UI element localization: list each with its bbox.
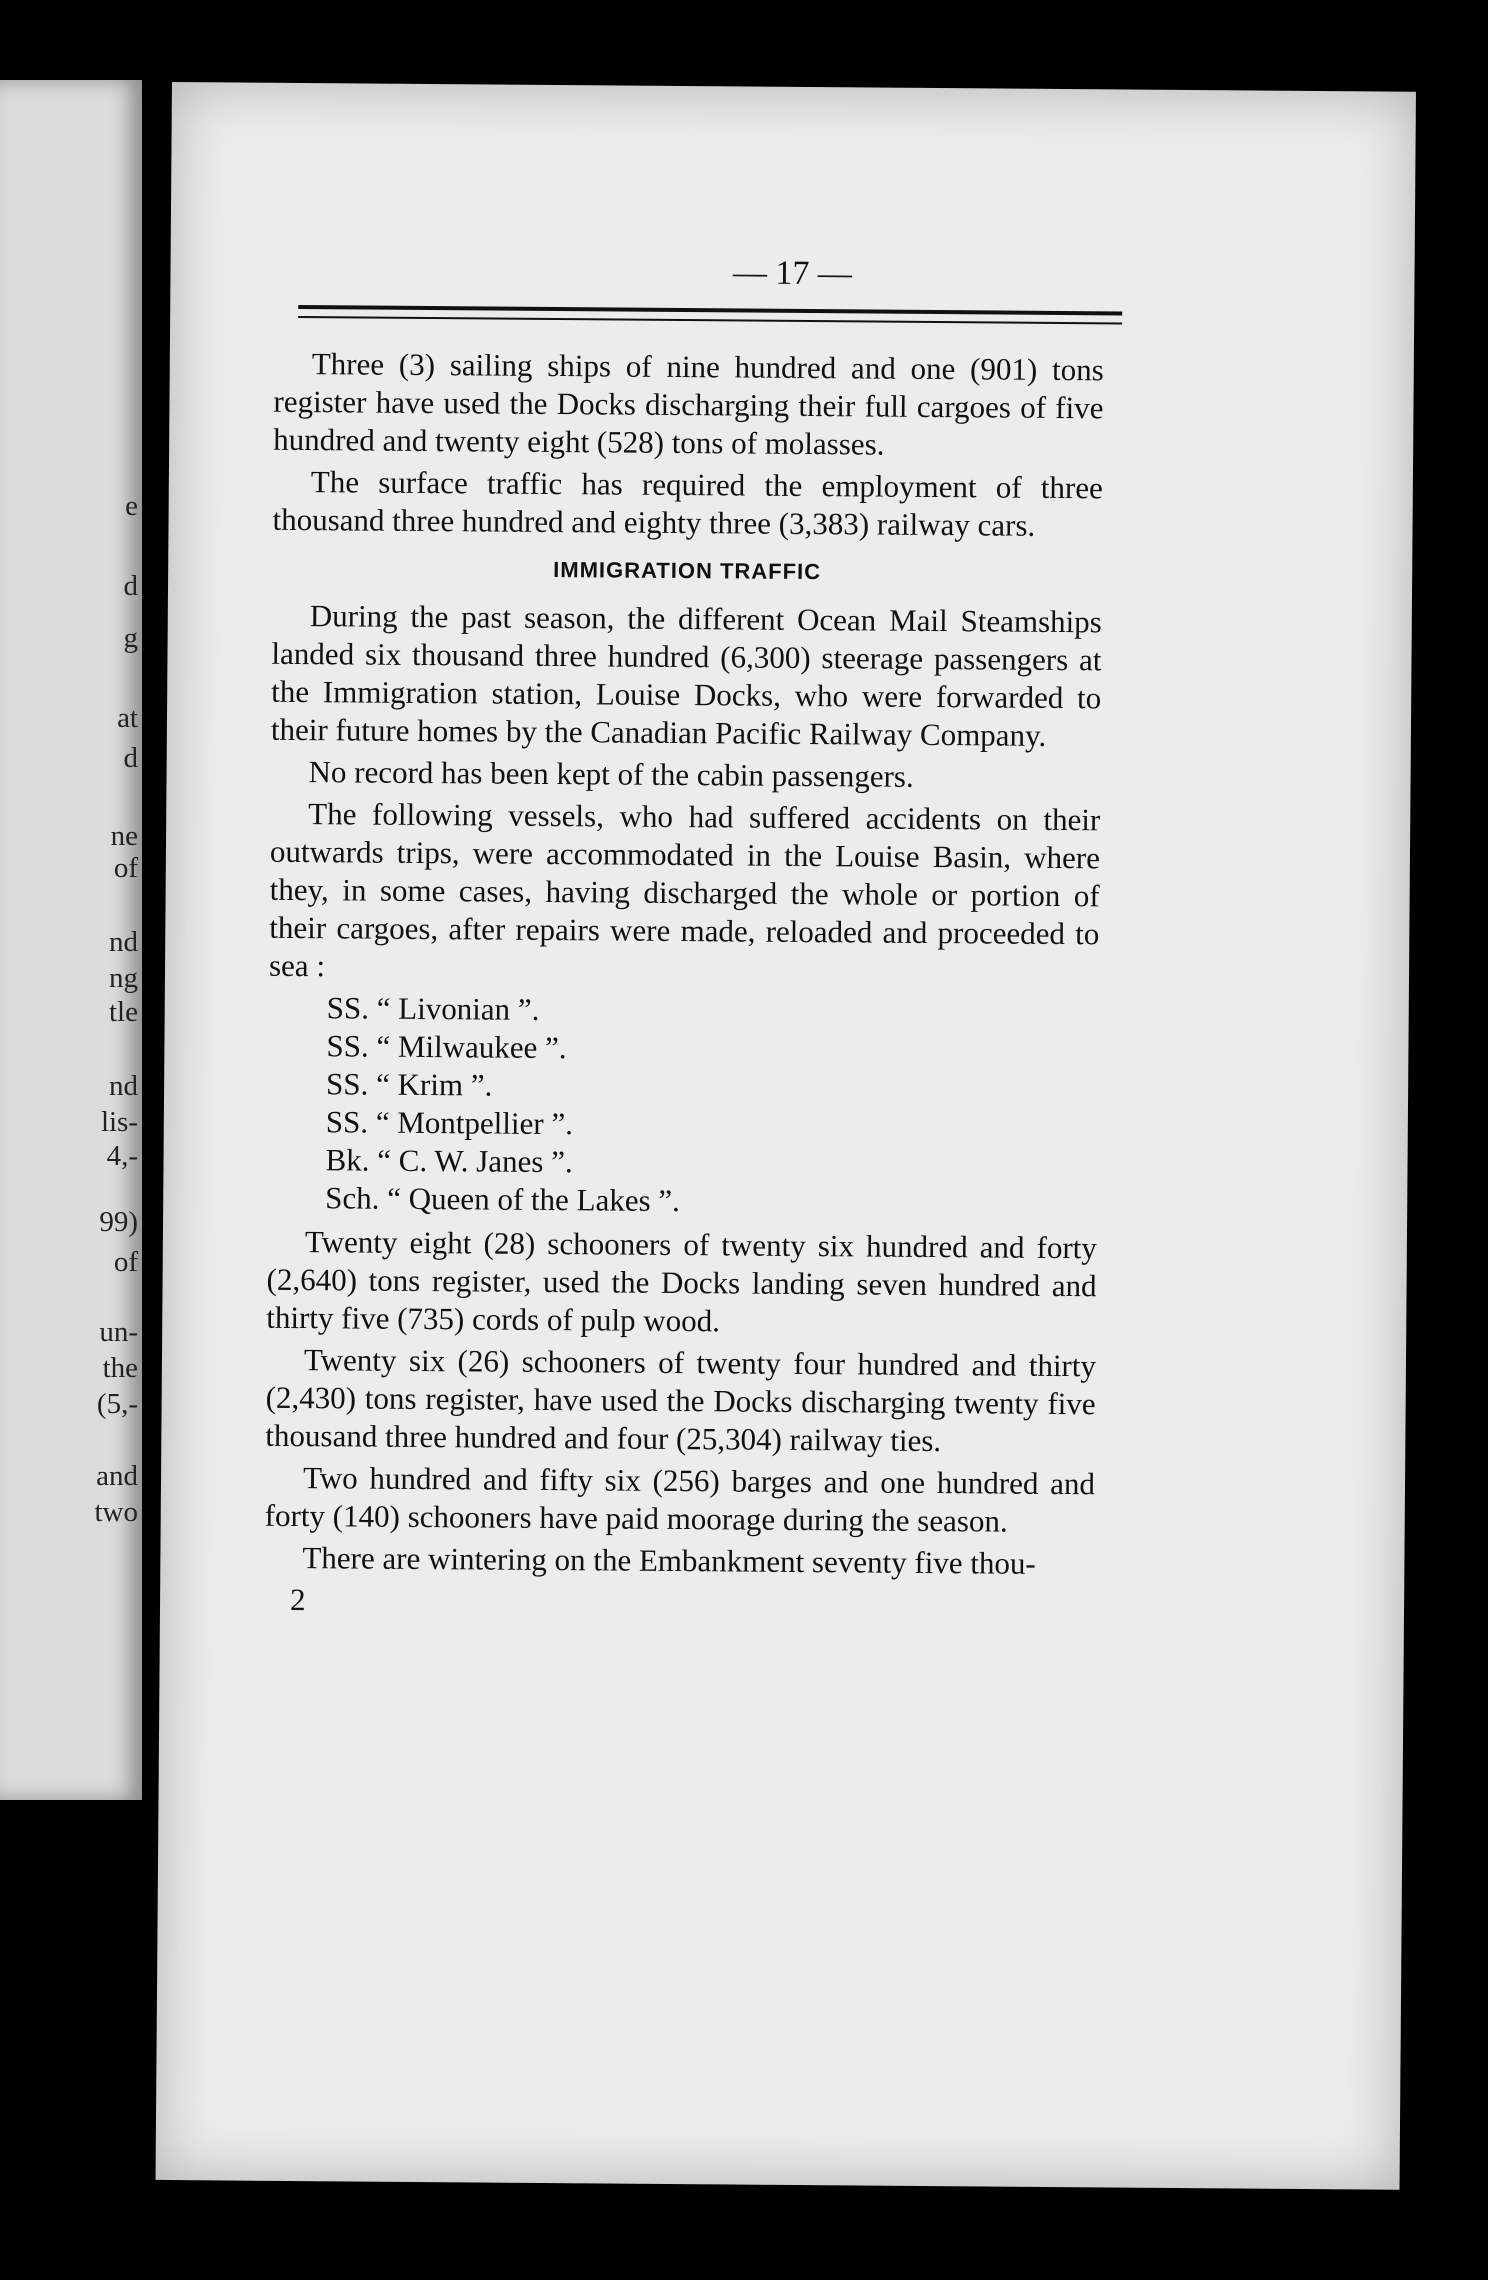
left-page-line: 4,- [106,1140,138,1172]
left-page-line: 99) [99,1206,138,1238]
vessel-list [267,989,1099,1224]
left-page-line: un- [99,1316,138,1348]
vessel-item: SS. “ Livonian ”. [326,990,540,1027]
left-page-fragment [0,80,142,1800]
left-page-line: nd [109,926,138,958]
vessel-item: SS. “ Krim ”. [325,1066,493,1103]
vessel-item: SS. “ Montpellier ”. [325,1104,574,1142]
left-page-line: d [123,742,138,774]
left-page-line: of [113,1246,138,1278]
header-rule-thin [298,316,1122,324]
body-text [264,345,1104,1625]
left-page-line: ng [109,962,138,994]
paragraph: No record has been kept of the cabin passengers. [308,754,914,794]
left-page-line: lis- [100,1106,138,1138]
header-rule-thick [298,305,1122,315]
paragraph: The following vessels, who had suffered accidents on their outwards trips, were accommodated in the Louise Basin, where they, in some cases, having discharged the whole or portion of their cargoes, after repairs were made, reloaded and proceeded to sea : [268,796,1101,984]
left-page-line: ne [110,820,138,852]
paragraph: During the past season, the different Ocean Mail Steamships landed six thousand three hundred (6,300) steerage passengers at the Immigration station, Louise Docks, who were forwarded to their future homes by the Canadian Pacific Railway Company. [270,598,1102,753]
vessel-item: Bk. “ C. W. Janes ”. [325,1142,573,1180]
left-page-line: and [96,1460,138,1492]
paragraph: Twenty eight (28) schooners of twenty six hundred and forty (2,640) tons register, used the Docks landing seven hundred and thirty five (735) cords of pulp wood. [266,1224,1098,1339]
paragraph: Twenty six (26) schooners of twenty four hundred and thirty (2,430) tons register, have used the Docks discharging twenty five thousand three hundred and four (25,304) railway ties. [265,1342,1097,1459]
section-heading: IMMIGRATION TRAFFIC [553,557,822,585]
signature-mark: 2 [289,1581,306,1618]
left-page-line: d [123,570,138,602]
left-page-line: e [125,490,138,522]
paragraph: The surface traffic has required the employment of three thousand three hundred and eighty three (3,383) railway cars. [272,464,1103,543]
left-page-line: (5,- [96,1388,138,1420]
document-page [156,82,1416,2190]
paragraph: Two hundred and fifty six (256) barges and one hundred and forty (140) schooners have paid moorage during the season. [264,1460,1096,1539]
left-page-line: nd [109,1070,138,1102]
left-page-line: g [123,622,138,654]
left-page-line: at [117,702,138,734]
vessel-item: SS. “ Milwaukee ”. [326,1028,567,1066]
left-page-line: of [113,852,138,884]
left-page-line: the [102,1352,138,1384]
vessel-item: Sch. “ Queen of the Lakes ”. [325,1180,681,1219]
left-page-line: two [94,1496,138,1528]
paragraph: Three (3) sailing ships of nine hundred and one (901) tons register have used the Docks discharging their full cargoes of five hundred and twenty eight (528) tons of molasses. [273,346,1104,462]
page-number: — 17 — [732,254,853,293]
paragraph: There are wintering on the Embankment seventy five thou- [302,1540,1036,1581]
left-page-line: tle [109,996,138,1028]
